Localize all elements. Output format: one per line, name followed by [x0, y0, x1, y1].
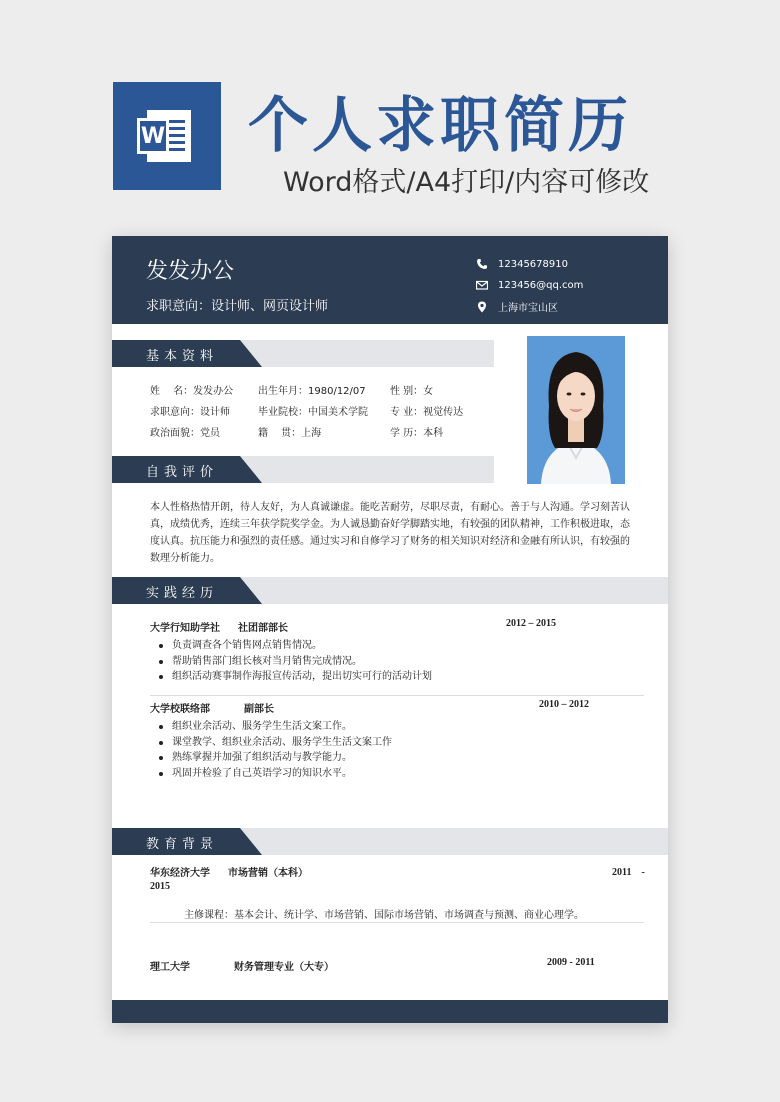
list-item: 组织业余活动、服务学生生活文案工作。 — [172, 719, 392, 735]
practice-org: 大学校联络部 — [150, 704, 210, 715]
list-item: 负责调查各个销售网点销售情况。 — [172, 638, 432, 654]
education-period: 2009 - 2011 — [547, 957, 595, 968]
email-address: 123456@qq.com — [498, 279, 584, 291]
info-school: 毕业院校：中国美术学院 — [258, 407, 368, 418]
info-degree: 学 历：本科 — [390, 428, 444, 439]
education-major: 市场营销（本科） — [228, 868, 308, 879]
info-major: 专 业：视觉传达 — [390, 407, 464, 418]
applicant-name: 发发办公 — [146, 259, 235, 284]
section-title-basic: 基本资料 — [146, 349, 219, 364]
word-logo-icon — [113, 82, 221, 190]
resume-page — [112, 236, 668, 1023]
list-item: 课堂教学、组织业余活动、服务学生生活文案工作 — [172, 735, 392, 751]
info-birth: 出生年月：1980/12/07 — [258, 386, 366, 397]
section-title-practice: 实践经历 — [146, 586, 219, 601]
education-period-end: 2015 — [150, 881, 170, 892]
banner-subtitle: Word格式/A4打印/内容可修改 — [283, 167, 650, 198]
section-title-self: 自我评价 — [146, 465, 219, 480]
education-major: 财务管理专业（大专） — [234, 962, 334, 973]
contact-address — [476, 299, 558, 314]
education-courses: 主修课程：基本会计、统计学、市场营销、国际市场营销、市场调查与预测、商业心理学。 — [184, 910, 584, 921]
resume-header — [112, 236, 668, 324]
divider — [150, 922, 644, 923]
practice-duties-list — [172, 719, 392, 781]
banner-title: 个人求职简历 — [248, 91, 632, 161]
practice-period: 2010 – 2012 — [539, 699, 589, 710]
mail-icon — [476, 279, 490, 291]
address-text: 上海市宝山区 — [498, 303, 558, 314]
education-period: 2011 - — [612, 867, 645, 878]
phone-icon — [476, 258, 490, 270]
info-origin: 籍 贯：上海 — [258, 428, 322, 439]
contact-phone — [476, 258, 568, 270]
job-intent: 求职意向：设计师、网页设计师 — [146, 299, 329, 314]
education-school: 华东经济大学 — [150, 868, 210, 879]
practice-role: 社团部部长 — [238, 623, 288, 634]
location-icon — [476, 301, 490, 313]
practice-org: 大学行知助学社 — [150, 623, 220, 634]
contact-email — [476, 279, 583, 291]
section-header-practice — [112, 577, 668, 604]
info-name: 姓 名：发发办公 — [150, 386, 234, 397]
section-title-education: 教育背景 — [146, 837, 219, 852]
info-gender: 性 别：女 — [390, 386, 434, 397]
phone-number: 12345678910 — [498, 258, 568, 270]
info-politics: 政治面貌：党员 — [150, 428, 220, 439]
education-school: 理工大学 — [150, 962, 190, 973]
word-letter: W — [137, 118, 169, 154]
list-item: 熟练掌握并加强了组织活动与教学能力。 — [172, 750, 392, 766]
list-item: 组织活动赛事制作海报宣传活动，提出切实可行的活动计划 — [172, 669, 432, 685]
divider — [150, 695, 644, 696]
section-header-education — [112, 828, 668, 855]
list-item: 帮助销售部门组长核对当月销售完成情况。 — [172, 654, 432, 670]
resume-footer-bar — [112, 1000, 668, 1023]
section-header-self — [112, 456, 668, 483]
info-intent: 求职意向：设计师 — [150, 407, 230, 418]
practice-role: 副部长 — [244, 704, 274, 715]
self-evaluation-text: 本人性格热情开朗，待人友好，为人真诚谦虚。能吃苦耐劳，尽职尽责，有耐心。善于与人沟通。学习刻苦认真，成绩优秀，连续三年获学院奖学金。为人诚恳勤奋好学脚踏实地，有较强的团队精神，工作积极进取，态度认真。抗压能力和强烈的责任感。通过实习和自修学习了财务的相关知识对经济和金融有所认识，有较强的数理分析能力。 — [150, 502, 630, 564]
practice-duties-list — [172, 638, 432, 685]
list-item: 巩固并检验了自己英语学习的知识水平。 — [172, 766, 392, 782]
practice-period: 2012 – 2015 — [506, 618, 556, 629]
